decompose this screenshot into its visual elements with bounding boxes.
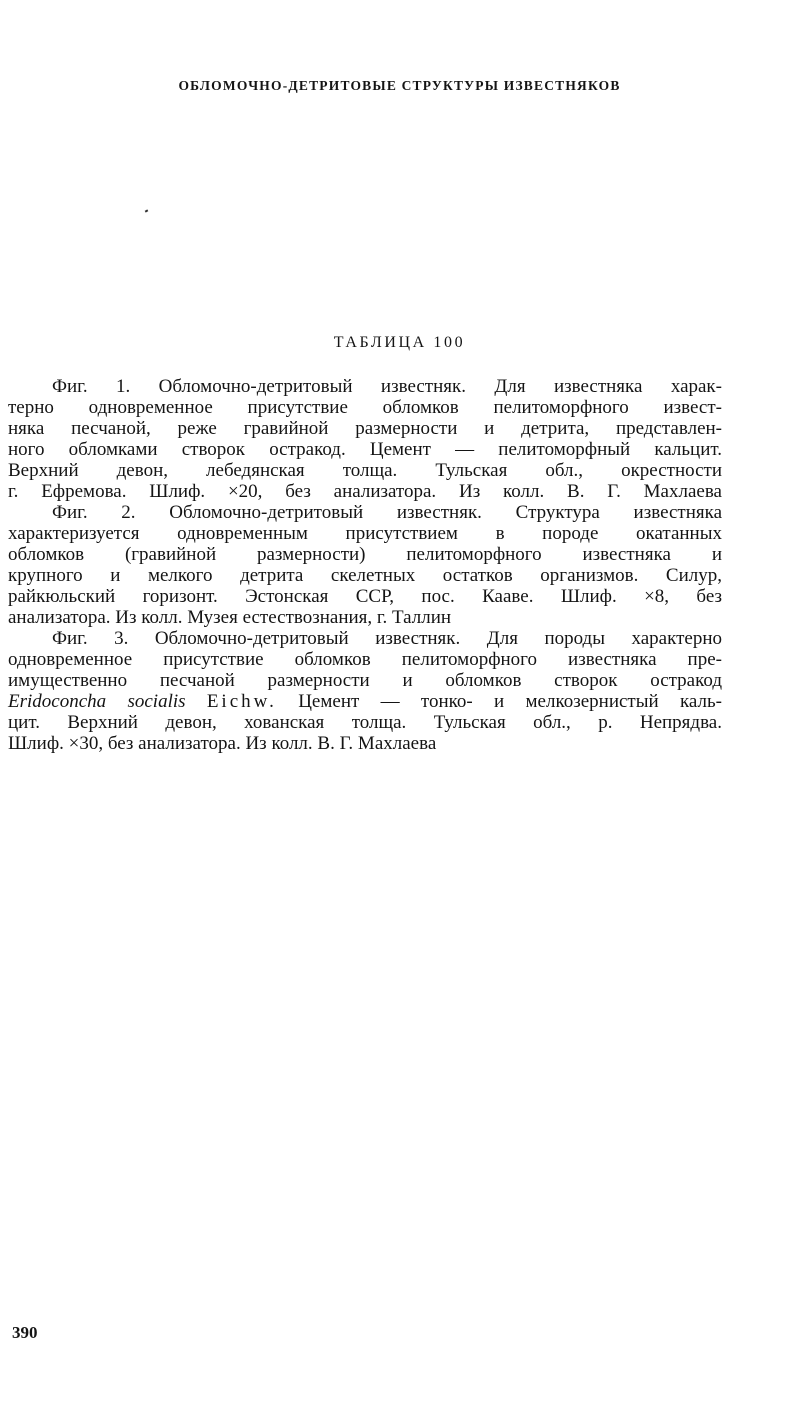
caption-fig-2 — [8, 502, 722, 628]
caption-species-line — [8, 691, 722, 712]
caption-line: характеризуется одновременным присутствием в породе окатанных — [8, 523, 722, 544]
caption-fig-1 — [8, 376, 722, 502]
running-head: ОБЛОМОЧНО-ДЕТРИТОВЫЕ СТРУКТУРЫ ИЗВЕСТНЯКОВ — [178, 78, 621, 93]
caption-line: одновременное присутствие обломков пелитоморфного известняка пре- — [8, 649, 722, 670]
caption-line: имущественно песчаной размерности и обломков створок остракод — [8, 670, 722, 691]
species-author: Eichw. — [206, 691, 277, 712]
caption-line: Фиг. 2. Обломочно-детритовый известняк. Структура известняка — [52, 502, 722, 523]
caption-fig-3 — [8, 628, 722, 754]
caption-line: Верхний девон, лебедянская толща. Тульская обл., окрестности — [8, 460, 722, 481]
page-number: 390 — [12, 1323, 38, 1342]
caption-line: цит. Верхний девон, хованская толща. Тульская обл., р. Непрядва. — [8, 712, 722, 733]
caption-line: обломков (гравийной размерности) пелитоморфного известняка и — [8, 544, 722, 565]
caption-line: ного обломками створок остракод. Цемент — пелитоморфный кальцит. — [8, 439, 722, 460]
figure-captions — [8, 376, 722, 754]
caption-line: терно одновременное присутствие обломков пелитоморфного извест- — [8, 397, 722, 418]
caption-line: анализатора. Из колл. Музея естествознания, г. Таллин — [8, 607, 452, 628]
caption-line: райкюльский горизонт. Эстонская ССР, пос. Кааве. Шлиф. ×8, без — [8, 586, 722, 607]
caption-line: Шлиф. ×30, без анализатора. Из колл. В. Г. Махлаева — [8, 733, 437, 754]
caption-line: Фиг. 1. Обломочно-детритовый известняк. Для известняка харак- — [52, 376, 722, 397]
caption-line: г. Ефремова. Шлиф. ×20, без анализатора. Из колл. В. Г. Махлаева — [8, 481, 722, 502]
caption-line: няка песчаной, реже гравийной размерности и детрита, представлен- — [8, 418, 722, 439]
species-name: Eridoconcha socialis — [8, 691, 186, 712]
print-speck — [145, 209, 149, 212]
caption-line-rest: Цемент — тонко- и мелкозернистый каль- — [276, 691, 722, 712]
caption-line: Фиг. 3. Обломочно-детритовый известняк. Для породы характерно — [52, 628, 722, 649]
caption-line: крупного и мелкого детрита скелетных остатков организмов. Силур, — [8, 565, 722, 586]
table-title: ТАБЛИЦА 100 — [333, 334, 466, 351]
